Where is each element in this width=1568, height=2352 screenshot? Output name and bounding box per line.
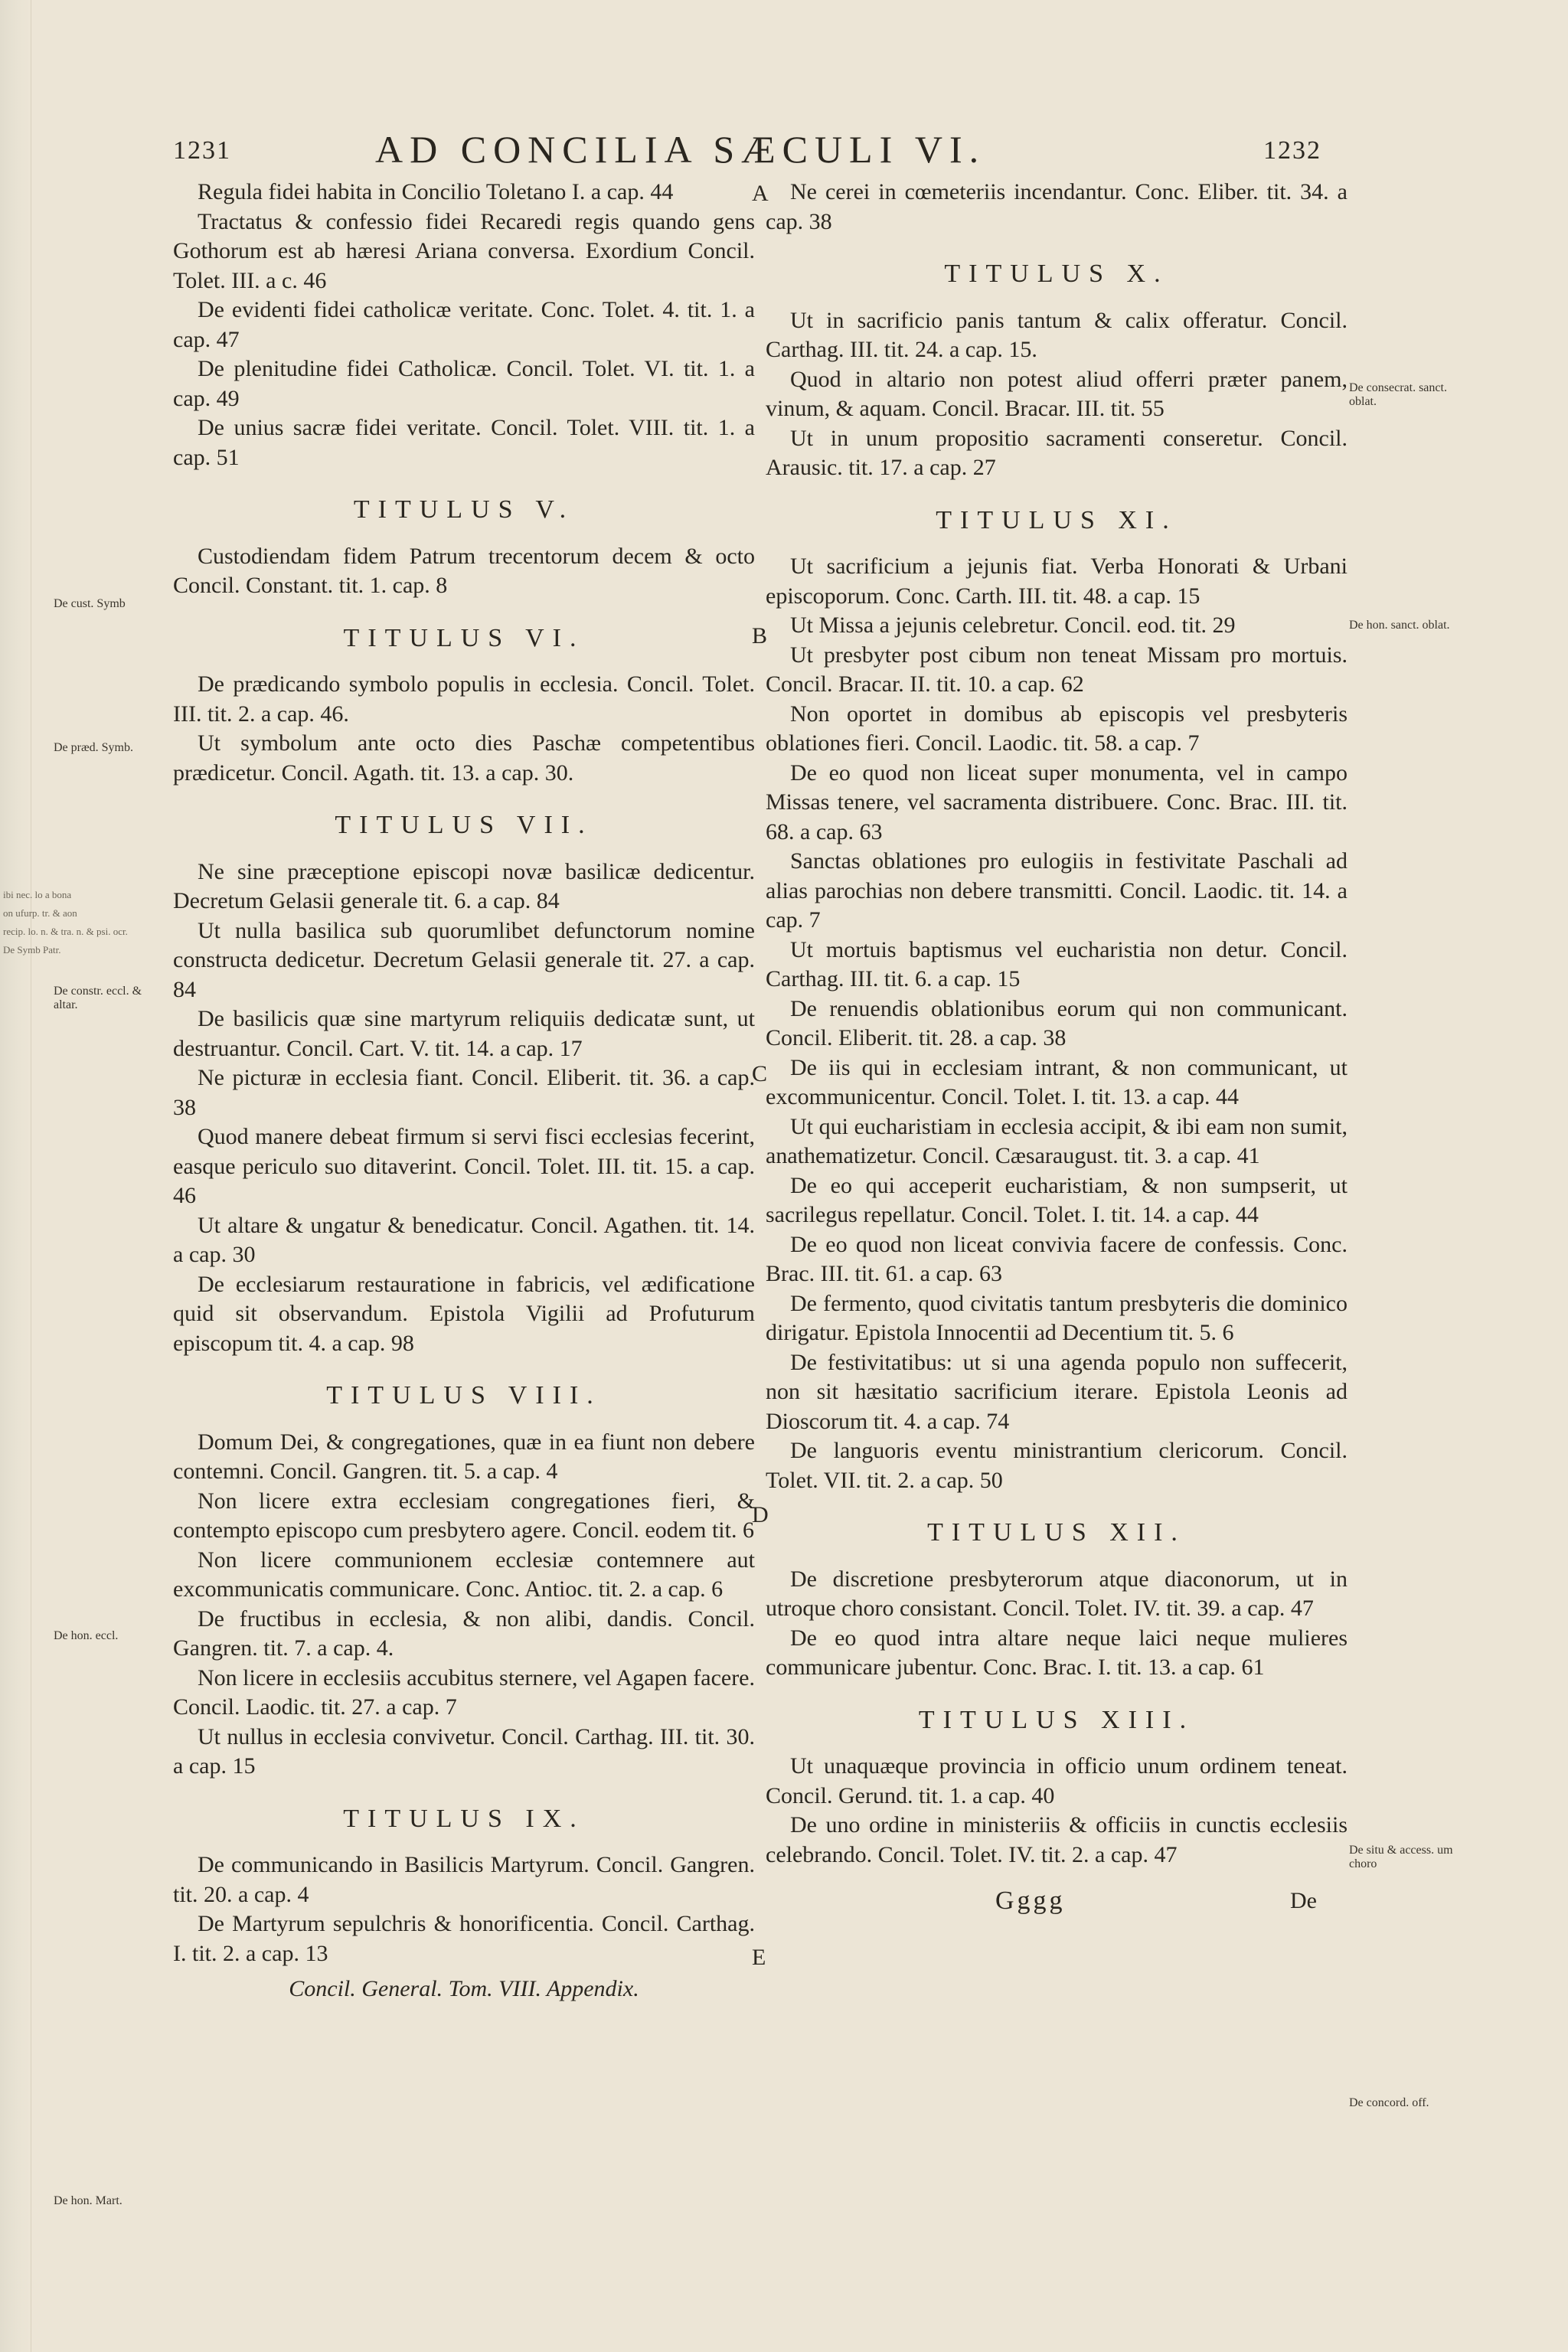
titulus-heading: TITULUS VI. xyxy=(343,623,585,652)
entry: Non licere extra ecclesiam congregationes fieri, & contempto episcopo cum presbytero agere. Concil. eodem tit. 6 xyxy=(173,1488,755,1543)
entry: De eo quod intra altare neque laici neque mulieres communicare jubentur. Conc. Brac. I. tit. 13. a cap. 61 xyxy=(766,1625,1348,1680)
entry: De plenitudine fidei Catholicæ. Concil. Tolet. VI. tit. 1. a cap. 49 xyxy=(173,356,755,411)
bleed-fragment: on ufurp. tr. & aon xyxy=(3,907,77,919)
entry: Quod manere debeat firmum si servi fisci ecclesias fecerint, easque periculo suo ditaverint. Concil. Tolet. III. tit. 15. a cap. 46 xyxy=(173,1124,755,1208)
page-number-right: 1232 xyxy=(1263,136,1321,165)
entry: Ut nullus in ecclesia convivetur. Concil. Carthag. III. tit. 30. a cap. 15 xyxy=(173,1723,755,1779)
margin-note: De præd. Symb. xyxy=(54,741,133,754)
titulus-heading: TITULUS IX. xyxy=(343,1804,585,1833)
entry: Ut in unum propositio sacramenti conseretur. Concil. Arausic. tit. 17. a cap. 27 xyxy=(766,425,1348,480)
entry: Ut mortuis baptismus vel eucharistia non detur. Concil. Carthag. III. tit. 6. a cap. 15 xyxy=(766,936,1348,991)
signature-mark: Gggg xyxy=(995,1886,1066,1915)
entry: Ut unaquæque provincia in officio unum ordinem teneat. Concil. Gerund. tit. 1. a cap. 40 xyxy=(766,1753,1348,1808)
entry: De eo qui acceperit eucharistiam, & non sumpserit, ut sacrilegus repellatur. Concil. Tolet. I. tit. 14. a cap. 44 xyxy=(766,1172,1348,1227)
entry: Ne sine præceptione episcopi novæ basilicæ dedicentur. Decretum Gelasii generale tit. 6. a cap. 84 xyxy=(173,858,755,913)
entry: Custodiendam fidem Patrum trecentorum decem & octo Concil. Constant. tit. 1. cap. 8 xyxy=(173,543,755,598)
section-letter: B xyxy=(752,623,768,648)
right-column xyxy=(766,178,1348,1917)
margin-note: De constr. eccl. & altar. xyxy=(54,985,142,1011)
section-letter: D xyxy=(752,1502,769,1527)
margin-note: De concord. off. xyxy=(1349,2096,1429,2109)
entry: Non licere communionem ecclesiæ contemnere aut excommunicatis communicare. Conc. Antioc. tit. 2. a cap. 6 xyxy=(173,1547,755,1602)
entry: De uno ordine in ministeriis & officiis in cunctis ecclesiis celebrando. Concil. Tolet. IV. tit. 2. a cap. 47 xyxy=(766,1812,1348,1867)
entry: Sanctas oblationes pro eulogiis in festivitate Paschali ad alias parochias non debere transmitti. Concil. Laodic. tit. 14. a cap. 7 xyxy=(766,848,1348,933)
margin-note: De hon. sanct. oblat. xyxy=(1349,619,1450,632)
entry: Ut in sacrificio panis tantum & calix offeratur. Concil. Carthag. III. tit. 24. a cap. 15. xyxy=(766,307,1348,362)
entry: De eo quod non liceat super monumenta, vel in campo Missas tenere, vel sacramenta distribuere. Conc. Brac. III. tit. 68. a cap. 63 xyxy=(766,760,1348,844)
section-letter: A xyxy=(752,181,769,206)
entry: Ne cerei in cœmeteriis incendantur. Conc. Eliber. tit. 34. a cap. 38 xyxy=(766,179,1348,234)
entry: De iis qui in ecclesiam intrant, & non communicant, ut excommunicentur. Concil. Tolet. I. tit. 13. a cap. 44 xyxy=(766,1054,1348,1109)
entry: De unius sacræ fidei veritate. Concil. Tolet. VIII. tit. 1. a cap. 51 xyxy=(173,415,755,470)
page-footer xyxy=(766,1886,1348,1917)
bleed-fragment: recip. lo. n. & tra. n. & psi. ocr. xyxy=(3,926,128,937)
margin-note: De cust. Symb xyxy=(54,597,126,610)
entry: Tractatus & confessio fidei Recaredi regis quando gens Gothorum est ab hæresi Ariana conversa. Exordium Concil. Tolet. III. a c. 46 xyxy=(173,208,755,293)
entry: De discretione presbyterorum atque diaconorum, ut in utroque choro consistant. Concil. Tolet. IV. tit. 39. a cap. 47 xyxy=(766,1566,1348,1621)
entry: Quod in altario non potest aliud offerri præter panem, vinum, & aquam. Concil. Bracar. III. tit. 55 xyxy=(766,366,1348,421)
entry: De languoris eventu ministrantium clericorum. Concil. Tolet. VII. tit. 2. a cap. 50 xyxy=(766,1438,1348,1493)
running-title: AD CONCILIA SÆCULI VI. xyxy=(375,128,986,171)
entry: De basilicis quæ sine martyrum reliquiis dedicatæ sunt, ut destruantur. Concil. Cart. V. tit. 14. a cap. 17 xyxy=(173,1006,755,1061)
titulus-heading: TITULUS XIII. xyxy=(918,1705,1195,1734)
entry: Ut symbolum ante octo dies Paschæ competentibus prædicetur. Concil. Agath. tit. 13. a cap. 30. xyxy=(173,730,755,786)
margin-note: De hon. eccl. xyxy=(54,1629,119,1642)
entry: De fermento, quod civitatis tantum presbyteris die dominico dirigatur. Epistola Innocentii ad Decentium tit. 5. 6 xyxy=(766,1290,1348,1345)
titulus-heading: TITULUS XII. xyxy=(927,1518,1186,1547)
catchword: De xyxy=(1290,1888,1317,1913)
entry: De evidenti fidei catholicæ veritate. Conc. Tolet. 4. tit. 1. a cap. 47 xyxy=(173,297,755,352)
titulus-heading: TITULUS VIII. xyxy=(326,1381,602,1410)
entry: Ut sacrificium a jejunis fiat. Verba Honorati & Urbani episcoporum. Conc. Carth. III. tit. 48. a cap. 15 xyxy=(766,554,1348,609)
titulus-heading: TITULUS XI. xyxy=(936,505,1178,534)
entry: Domum Dei, & congregationes, quæ in ea fiunt non debere contemni. Concil. Gangren. tit. 5. a cap. 4 xyxy=(173,1429,755,1484)
entry: Regula fidei habita in Concilio Toletano I. a cap. 44 xyxy=(198,179,674,204)
margin-note: De consecrat. sanct. oblat. xyxy=(1349,381,1447,408)
bleed-fragment: De Symb Patr. xyxy=(3,944,61,956)
entry: Non licere in ecclesiis accubitus sternere, vel Agapen facere. Concil. Laodic. tit. 27. a cap. 7 xyxy=(173,1664,755,1720)
entry: Ut Missa a jejunis celebretur. Concil. eod. tit. 29 xyxy=(790,612,1236,638)
left-column xyxy=(173,178,755,2004)
titulus-heading: TITULUS X. xyxy=(944,260,1169,288)
entry: De prædicando symbolo populis in ecclesia. Concil. Tolet. III. tit. 2. a cap. 46. xyxy=(173,671,755,727)
entry: Ut qui eucharistiam in ecclesia accipit, & ibi eam non sumit, anathematizetur. Concil. Cæsaraugust. tit. 3. a cap. 41 xyxy=(766,1113,1348,1168)
entry: Ne picturæ in ecclesia fiant. Concil. Eliberit. tit. 36. a cap. 38 xyxy=(173,1065,755,1120)
volume-footer: Concil. General. Tom. VIII. Appendix. xyxy=(289,1976,639,2001)
entry: De festivitatibus: ut si una agenda populo non suffecerit, non sit hæsitatio sacrificium iterare. Epistola Leonis ad Dioscorum tit. 4. a cap. 74 xyxy=(766,1349,1348,1434)
margin-note: De situ & access. um choro xyxy=(1349,1844,1453,1870)
entry: Non oportet in domibus ab episcopis vel presbyteris oblationes fieri. Concil. Laodic. tit. 58. a cap. 7 xyxy=(766,701,1348,756)
entry: Ut nulla basilica sub quorumlibet defunctorum nomine constructa dedicetur. Decretum Gelasii generale tit. 27. a cap. 84 xyxy=(173,917,755,1002)
entry: De communicando in Basilicis Martyrum. Concil. Gangren. tit. 20. a cap. 4 xyxy=(173,1852,755,1907)
entry: Ut presbyter post cibum non teneat Missam pro mortuis. Concil. Bracar. II. tit. 10. a cap. 62 xyxy=(766,642,1348,697)
titulus-heading: TITULUS V. xyxy=(353,495,575,524)
section-letter: C xyxy=(752,1061,768,1086)
entry: De eo quod non liceat convivia facere de confessis. Conc. Brac. III. tit. 61. a cap. 63 xyxy=(766,1231,1348,1286)
margin-note: De hon. Mart. xyxy=(54,2194,122,2207)
bleed-fragment: ibi nec. lo a bona xyxy=(3,889,72,900)
entry: De ecclesiarum restauratione in fabricis, vel ædificatione quid sit observandum. Epistola Vigilii ad Profuturum episcopum tit. 4. a cap. 98 xyxy=(173,1271,755,1356)
section-letter: E xyxy=(752,1945,766,1970)
entry: Ut altare & ungatur & benedicatur. Concil. Agathen. tit. 14. a cap. 30 xyxy=(173,1212,755,1267)
bleed-text xyxy=(3,888,128,962)
page-number-left: 1231 xyxy=(173,136,231,165)
entry: De Martyrum sepulchris & honorificentia. Concil. Carthag. I. tit. 2. a cap. 13 xyxy=(173,1911,755,1966)
titulus-heading: TITULUS VII. xyxy=(335,811,593,839)
entry: De renuendis oblationibus eorum qui non communicant. Concil. Eliberit. tit. 28. a cap. 38 xyxy=(766,995,1348,1050)
entry: De fructibus in ecclesia, & non alibi, dandis. Concil. Gangren. tit. 7. a cap. 4. xyxy=(173,1606,755,1661)
